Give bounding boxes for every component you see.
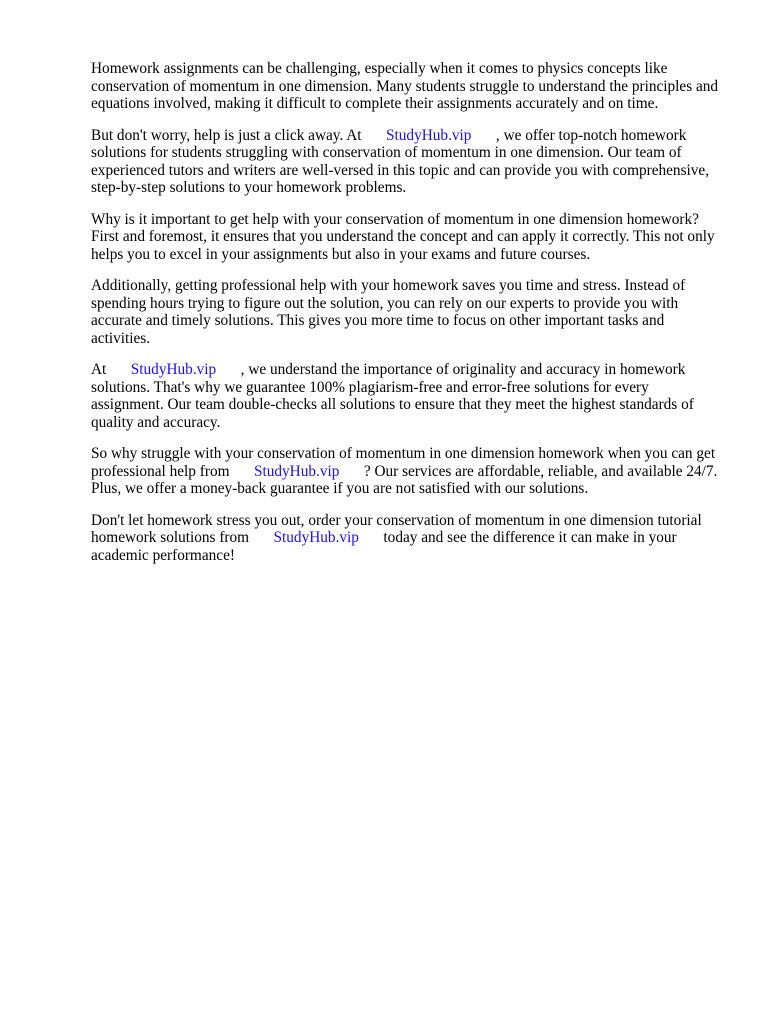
paragraph-originality-text-after: , we understand the importance of originality and accuracy in homework solutions. That's why we guarantee 100% plagiarism-free and error-free solutions for every assignment. Our team double-checks all solutions to ensure that they meet the highest standards of quality and accuracy. <box>91 361 694 431</box>
paragraph-help-text-before: But don't worry, help is just a click away. At <box>91 126 362 144</box>
studyhub-link[interactable]: StudyHub.vip <box>253 462 340 480</box>
document-body <box>91 60 719 578</box>
studyhub-link[interactable]: StudyHub.vip <box>386 126 472 144</box>
paragraph-additionally: Additionally, getting professional help with your homework saves you time and stress. Instead of spending hours trying to figure out the solution, you can rely on our experts to provide you with accurate and timely solutions. This gives you more time to focus on other important tasks and activities. <box>91 277 686 347</box>
paragraph-why-struggle-text-after: ? Our services are affordable, reliable, and available 24/7. Plus, we offer a money-back guarantee if you are not satisfied with our solutions. <box>91 462 718 497</box>
paragraph-call-to-action <box>91 512 719 565</box>
paragraph-originality-text-before: At <box>91 361 107 378</box>
paragraph-intro: Homework assignments can be challenging, especially when it comes to physics concepts like conservation of momentum in one dimension. Many students struggle to understand the principles and equations involved, making it difficult to complete their assignments accurately and on time. <box>91 60 719 112</box>
paragraph-help-text-after: , we offer top-notch homework solutions for students struggling with conservation of momentum in one dimension. Our team of experienced tutors and writers are well-versed in this topic and can provide you with comprehensive, step-by-step solutions to your homework problems. <box>91 126 710 196</box>
paragraph-originality <box>91 361 719 431</box>
paragraph-call-to-action-text-before: Don't let homework stress you out, order your conservation of momentum in one dimension tutorial homework solutions from <box>91 511 702 546</box>
paragraph-call-to-action-text-after: today and see the difference it can make in your academic performance! <box>91 529 677 564</box>
paragraph-why-struggle-text-before: So why struggle with your conservation of momentum in one dimension homework when you can get professional help from <box>91 445 716 480</box>
paragraph-why: Why is it important to get help with your conservation of momentum in one dimension homework? First and foremost, it ensures that you understand the concept and can apply it correctly. This not only helps you to excel in your assignments but also in your exams and future courses. <box>91 210 715 263</box>
paragraph-help <box>91 127 719 197</box>
paragraph-why-struggle <box>91 445 719 498</box>
studyhub-link[interactable]: StudyHub.vip <box>273 529 359 546</box>
studyhub-link[interactable]: StudyHub.vip <box>130 361 217 378</box>
